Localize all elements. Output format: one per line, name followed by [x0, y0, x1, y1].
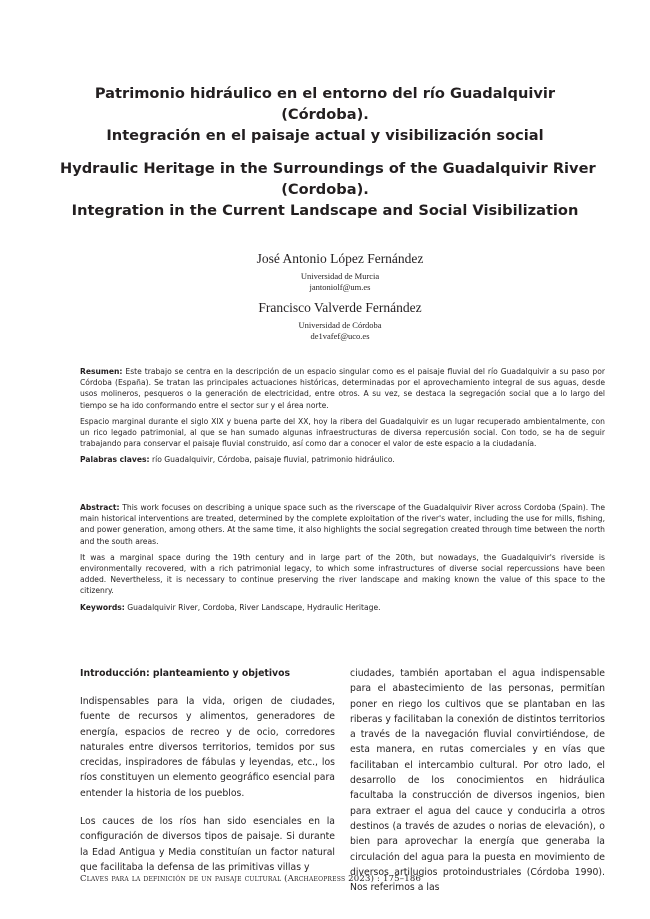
author-affiliation: Universidad de Córdoba [298, 320, 382, 330]
author-name: Francisco Valverde Fernández [258, 300, 422, 315]
resumen-block [80, 366, 605, 471]
keywords-text: Guadalquivir River, Cordoba, River Landscape, Hydraulic Heritage. [127, 602, 381, 612]
right-column [350, 666, 605, 908]
abstract-paragraph-2: It was a marginal space during the 19th century and in large part of the 20th, but nowadays, the Guadalquivir's riverside is environmentally recovered, with a rich patrimonial legacy, to which some infrastructures of diverse social repercussions have been added. Nevertheless, it is necessary to continue preserving the river landscape and making known the value of this space to the citizenry. [80, 552, 605, 596]
title-es-line: Patrimonio hidráulico en el entorno del río Guadalquivir [94, 85, 556, 102]
title-block [60, 83, 596, 221]
page-footer [80, 874, 530, 884]
abstract-block [80, 502, 605, 618]
body-paragraph: Los cauces de los ríos han sido esenciales en la configuración de diversos tipos de paisaje. Si durante la Edad Antigua y Media constituían un factor natural que facilitaba la defensa de las primitivas villas y [80, 816, 335, 873]
resumen-paragraph [80, 366, 605, 411]
author-email: jantoniolf@um.es [309, 282, 371, 292]
title-spanish [60, 83, 590, 146]
abstract-text: This work focuses on describing a unique space such as the riverscape of the Guadalquivir River across Cordoba (Spain). The main historical interventions are treated, determined by the complete exploitation of the river's water, including the use for mills, fishing, and power generation, among others. At the same time, it also highlights the social segregation created through time between the north and the south areas. [80, 503, 605, 546]
abstract-paragraph [80, 502, 605, 547]
abstract-label: Abstract: [80, 503, 120, 512]
palabras-claves-text: río Guadalquivir, Córdoba, paisaje fluvial, patrimonio hidráulico. [152, 455, 395, 465]
body-paragraph: ciudades, también aportaban el agua indispensable para el abastecimiento de las personas, permitían poner en riego los cultivos que se plantaban en las riberas y facilitaban la conexión de distintos territorios a través de la navegación fluvial convirtiéndose, de esta manera, en rutas comerciales y en vías que facilitaban el intercambio cultural. Por otro lado, el desarrollo de los conocimientos en hidráulica facultaba la construcción de diversos ingenios, bien para extraer el agua del cauce y conducirla a otros destinos (a través de azudes o norias de elevación), o bien para aprovechar la energía que generaba la circulación del agua para la puesta en movimiento de diversos artilugios protoindustriales (Córdoba 1990). Nos referimos a las [350, 668, 605, 894]
title-en-line: (Cordoba). [281, 181, 369, 198]
section-heading: Introducción: planteamiento y objetivos [80, 668, 291, 679]
title-english [60, 158, 596, 221]
title-es-line: Integración en el paisaje actual y visibilización social [106, 127, 544, 144]
resumen-label: Resumen: [80, 367, 123, 376]
title-es-line: (Córdoba). [281, 106, 369, 123]
title-en-line: Hydraulic Heritage in the Surroundings of the Guadalquivir River [60, 160, 596, 177]
palabras-claves [80, 454, 605, 465]
author [140, 250, 540, 293]
authors-block [140, 250, 540, 348]
footer-citation: Claves para la definición de un paisaje cultural (Archaeopress 2023) : 175–186 [80, 874, 422, 884]
keywords [80, 602, 605, 613]
author-email: de1vafef@uco.es [310, 331, 370, 341]
palabras-claves-label: Palabras claves: [80, 455, 150, 465]
author [140, 299, 540, 342]
keywords-label: Keywords: [80, 602, 125, 612]
author-affiliation: Universidad de Murcia [300, 271, 380, 281]
resumen-text: Este trabajo se centra en la descripción de un espacio singular como es el paisaje fluvial del río Guadalquivir a su paso por Córdoba (España). Se tratan las principales actuaciones históricas, determinadas por el aprovechamiento integral de sus aguas, desde usos molineros, pesqueros o la generación de electricidad, entre otros. A su vez, se destaca la segregación social que a lo largo del tiempo se ha ido conformando entre el sector sur y el área norte. [80, 367, 605, 410]
title-en-line: Integration in the Current Landscape and Social Visibilization [71, 202, 579, 219]
resumen-paragraph-2: Espacio marginal durante el siglo XIX y buena parte del XX, hoy la ribera del Guadalquivir es un lugar recuperado ambientalmente, con un rico legado patrimonial, al que se han sumado algunas infraestructuras de diversa repercusión social. Con todo, se ha de seguir trabajando para conservar el paisaje fluvial construido, así como dar a conocer el valor de este espacio a la ciudadanía. [80, 416, 605, 449]
body-paragraph: Indispensables para la vida, origen de ciudades, fuente de recursos y alimentos, generadores de energía, espacios de recreo y de ocio, corredores naturales entre diversos territorios, temidos por sus crecidas, inspiradores de fábulas y leyendas, etc., los ríos constituyen un elemento geográfico esencial para entender la historia de los pueblos. [80, 696, 335, 799]
left-column [80, 666, 335, 888]
author-name: José Antonio López Fernández [256, 251, 424, 266]
